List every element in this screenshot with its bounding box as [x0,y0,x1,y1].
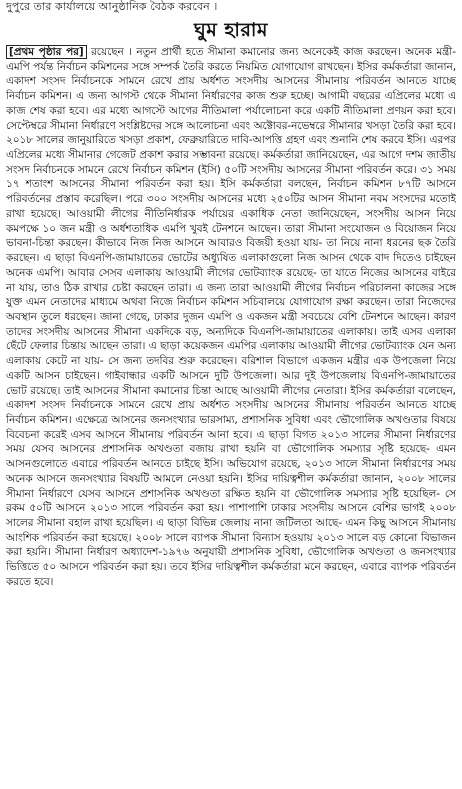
article-body [6,45,456,787]
previous-article-tail: দুপুরে তার কার্যালয়ে আনুষ্ঠানিক বৈঠক করবেন । [6,0,218,13]
continuation-tag: [প্রথম পৃষ্ঠার পর] [6,45,87,59]
article-paragraph [6,45,456,590]
article-headline: ঘুম হারাম [194,19,268,41]
article-text: রয়েছেন । নতুন প্রার্থী হতে সীমানা কমানোর জন্য অনেকেই কাজ করছেন। অনেক মন্ত্রী-এমপি পর্যন্ত নির্বাচন কমিশনের সঙ্গে সম্পর্ক তৈরি করতে নিয়মিত যোগাযোগ রাখছেন। ইসির কর্মকর্তারা জানান, একাদশ সংসদ নির্বাচনকে সামনে রেখে প্রায় অর্ধশত সংসদীয় আসনের সীমানায় পরিবর্তন আনতে যাচ্ছে নির্বাচন কমিশন। এ জন্য আগস্ট থেকে সীমানা নির্ধারণের কাজ শুরু হচ্ছে। আগামী বছরের এপ্রিলের মধ্যে এ কাজ শেষ করা হবে। এর মধ্যে আগস্টে আগের নীতিমালা পর্যালোচনা করে একটি নীতিমালা প্রণয়ন করা হবে। সেপ্টেম্বরে সীমানা নির্ধারণে সংশ্লিষ্টদের সঙ্গে আলোচনা এবং অক্টোবর-নভেম্বরে সীমানার খসড়া তৈরি করা হবে। ২০১৮ সালের জানুয়ারিতে খসড়া প্রকাশ, ফেব্রুয়ারিতে দাবি-আপত্তি গ্রহণ এবং শুনানি শেষ করবে ইসি। এরপর এপ্রিলের মধ্যে সীমানার গেজেট প্রকাশ করার সম্ভাবনা রয়েছে। কর্মকর্তারা জানিয়েছেন, এর আগে দশম জাতীয় সংসদ নির্বাচনকে সামনে রেখে নির্বাচন কমিশন (ইসি) ৫০টি সংসদীয় আসনের সীমানা পরিবর্তন করে। ৩১ সময় ১৭ শতাংশ আসনের সীমানা পরিবর্তন করা হয়। ইসি কর্মকর্তারা বলছেন, নির্বাচন কমিশন ৮৭টি আসনে পরিবর্তনের প্রস্তাব করেছিল। পরে ৩০০ সংসদীয় আসনের মধ্যে ২৫০টির আসন সীমানা নবম সংসদের মতোই রাখা হয়েছে। আওয়ামী লীগের নীতিনির্ধারক পর্যায়ের একাধিক নেতা জানিয়েছেন, সংসদীয় আসন নিয়ে কমপক্ষে ১০ জন মন্ত্রী ও অর্ধশতাধিক এমপি খুবই টেনশনে আছেন। তারা সীমানা সংযোজন ও বিয়োজন নিয়ে ভাবনা-চিন্তা করছেন। কীভাবে নিজ নিজ আসনে আবারও বিজয়ী হওয়া যায়- তা নিয়ে নানা ধরনের ছক তৈরি করছেন। এ ছাড়া বিএনপি-জামায়াতের ভোটের অধ্যুষিত এলাকাগুলো নিজ আসন থেকে বাদ দিতেও চাইছেন অনেক এমপি। আবার সেসব এলাকায় আওয়ামী লীগের ভোটব্যাংক রয়েছে- তা যাতে নিজের আসনের বাইরে না যায়, তাও ঠিক রাখার চেষ্টা করছেন তারা। এ জন্য তারা আওয়ামী লীগের নির্বাচন পরিচালনা কাজের সঙ্গে যুক্ত এমন নেতাদের মাধ্যমে অথবা নিজে নির্বাচন কমিশন সচিবালয়ে যোগাযোগ রক্ষা করছেন। তারা নিজেদের অবস্থান তুলে ধরছেন। জানা গেছে, ঢাকার দুজন এমপি ও একজন মন্ত্রী সবচেয়ে বেশি টেনশনে আছেন। কারণ তাদের সংসদীয় আসনের সীমানা একদিকে বড়, অন্যদিকে বিএনপি-জামায়াতের এলাকায়। তাই এসব এলাকা ছেঁটে ফেলার চিন্তায় আছেন তারা। এ ছাড়া কয়েকজন এমপির এলাকায় আওয়ামী লীগের ভোটব্যাংক যেন অন্য এলাকায় কেটে না যায়- সে জন্য তদবির শুরু করেছেন। বরিশাল বিভাগে একজন মন্ত্রীর এক উপজেলা নিয়ে একটি আসন চাইছেন। গাইবান্ধার একটি আসনে দুটি উপজেলা। আর দুই উপজেলায় বিএনপি-জামায়াতের ভোট রয়েছে। তাই আসনের সীমানা কমানোর চিন্তা আছে আওয়ামী লীগের নেতারা। ইসির কর্মকর্তারা বলেছেন, একাদশ সংসদ নির্বাচনকে সামনে রেখে প্রায় অর্ধশত সংসদীয় আসনের সীমানায় পরিবর্তন আনতে যাচ্ছে নির্বাচন কমিশন। এক্ষেত্রে আসনের জনসংখ্যার ভারসাম্য, প্রশাসনিক সুবিধা এবং ভৌগোলিক অখণ্ডতার বিষয়ে বিবেচনা করেই এসব আসনে সীমানায় পরিবর্তন আনা হবে। এ ছাড়া বিগত ২০১৩ সালের সীমানা নির্ধারণের সময় যেসব আসনের প্রশাসনিক অখণ্ডতা বজায় রাখা হয়নি বা ভৌগোলিক সমস্যার সৃষ্টি হয়েছে- এমন আসনগুলোতে এবারে পরিবর্তন আনতে চাইছে ইসি। অভিযোগ রয়েছে, ২০১৩ সালে সীমানা নির্ধারণের সময় অনেক আসনে জনসংখ্যার বিষয়টি আমলে নেওয়া হয়নি। ইসির দায়িত্বশীল কর্মকর্তারা জানান, ২০০৮ সালের সীমানা নির্ধারণে যেসব আসনে প্রশাসনিক অখণ্ডতা রক্ষিত হয়নি বা ভৌগোলিক সমস্যার সৃষ্টি হয়েছিল- সে রকম ৫০টি আসনে ২০১৩ সালে পরিবর্তন করা হয়। পাশাপাশি ঢাকার সংসদীয় আসনে বেশির ভাগই ২০০৮ সালের সীমানা বহাল রাখা হয়েছিল। এ ছাড়া বিভিন্ন জেলায় নানা জটিলতা আছে- এমন কিছু আসনে সীমানায় আংশিক পরিবর্তন করা হয়েছে। ২০০৮ সালে ব্যাপক সীমানা বিন্যাস হওয়ায় ২০১৩ সালে বড় কোনো বিভাজন করা হয়নি। সীমানা নির্ধারণ অধ্যাদেশ-১৯৭৬ অনুযায়ী প্রশাসনিক সুবিধা, ভৌগোলিক অখণ্ডতা ও জনসংখ্যার ভিত্তিতে ৫০ আসনে পরিবর্তন করা হয়। তবে ইসির দায়িত্বশীল কর্মকর্তারা মনে করছেন, এবারে ব্যাপক পরিবর্তন করতে হবে। [6,46,456,588]
